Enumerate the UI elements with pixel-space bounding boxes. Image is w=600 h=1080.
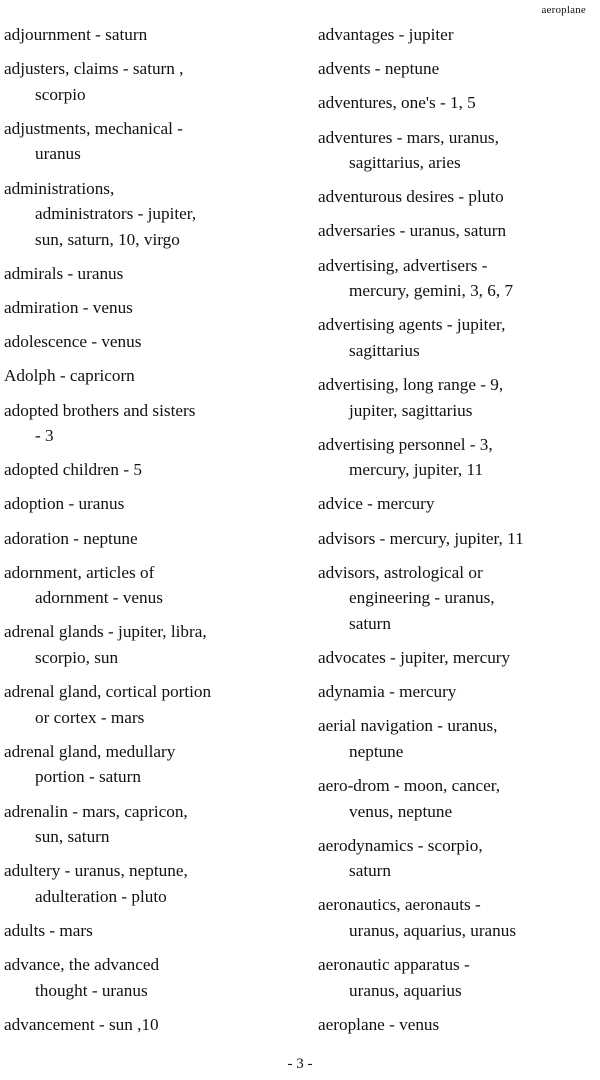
right-column [318, 22, 594, 1046]
entry-continuation-line: uranus, aquarius [349, 980, 462, 1000]
index-entry [4, 329, 296, 355]
entry-term-line: aerial navigation - uranus, [318, 716, 498, 736]
entry-term-line: adultery - uranus, neptune, [4, 861, 188, 881]
entry-term-line: adversaries - uranus, saturn [318, 221, 507, 241]
entry-term-line: Adolph - capricorn [4, 366, 135, 386]
entry-continuation-line: neptune [349, 741, 404, 761]
entry-term-line: adjustments, mechanical - [4, 118, 183, 138]
entry-term-line: adrenal gland, cortical portion [4, 682, 212, 702]
entry-term-line: adynamia - mercury [318, 682, 457, 702]
index-entry [318, 892, 594, 943]
index-entry [4, 560, 296, 611]
index-entry [4, 526, 296, 552]
index-entry [4, 491, 296, 517]
entry-continuation-line: mercury, jupiter, 11 [349, 460, 484, 480]
entry-term-line: advisors, astrological or [318, 562, 483, 582]
index-entry [318, 22, 594, 48]
left-column [4, 22, 296, 1046]
entry-continuation-line: saturn [349, 613, 392, 633]
entry-term-line: advice - mercury [318, 494, 435, 514]
index-entry [4, 295, 296, 321]
entry-continuation-line: thought - uranus [35, 980, 148, 1000]
index-entry [318, 560, 594, 637]
entry-term-line: adrenalin - mars, capricon, [4, 801, 188, 821]
index-entry [4, 858, 296, 909]
entry-term-line: adventures - mars, uranus, [318, 127, 499, 147]
entry-term-line: adornment, articles of [4, 562, 155, 582]
index-entry [318, 184, 594, 210]
index-entry [318, 218, 594, 244]
index-entry [318, 1012, 594, 1038]
index-entry [4, 1012, 296, 1038]
entry-continuation-line: jupiter, sagittarius [349, 400, 473, 420]
entry-continuation-line: or cortex - mars [35, 707, 145, 727]
entry-term-line: aeronautic apparatus - [318, 955, 470, 975]
entry-continuation-line: portion - saturn [35, 767, 141, 787]
entry-term-line: adrenal gland, medullary [4, 741, 176, 761]
index-entry [318, 372, 594, 423]
index-entry [4, 56, 296, 107]
entry-term-line: adopted children - 5 [4, 460, 142, 480]
index-entry [4, 261, 296, 287]
entry-term-line: advertising, long range - 9, [318, 375, 504, 394]
index-entry [318, 253, 594, 304]
index-entry [318, 645, 594, 671]
page-number: - 3 - [287, 1056, 313, 1072]
entry-term-line: aeroplane - venus [318, 1014, 440, 1034]
index-entry [4, 952, 296, 1003]
index-entry [318, 773, 594, 824]
entry-term-line: advertising personnel - 3, [318, 434, 493, 454]
entry-continuation-line: administrators - jupiter, [35, 204, 197, 224]
index-entry [318, 125, 594, 176]
entry-continuation-line: scorpio, sun [35, 647, 119, 667]
entry-term-line: aero-drom - moon, cancer, [318, 776, 501, 795]
index-entry [318, 491, 594, 517]
entry-term-line: advocates - jupiter, mercury [318, 647, 511, 667]
entry-continuation-line: sagittarius, aries [349, 153, 461, 173]
entry-continuation-line: - 3 [35, 426, 54, 445]
entry-term-line: admirals - uranus [4, 263, 124, 283]
entry-term-line: advance, the advanced [4, 955, 160, 975]
running-head: aeroplane [541, 4, 586, 16]
entry-term-line: adventures, one's - 1, 5 [318, 93, 476, 113]
entry-term-line: advantages - jupiter [318, 25, 454, 44]
entry-term-line: advents - neptune [318, 59, 440, 79]
index-entry [318, 952, 594, 1003]
index-entry [318, 90, 594, 116]
entry-term-line: adoption - uranus [4, 494, 125, 514]
index-entry [4, 739, 296, 790]
entry-term-line: adventurous desires - pluto [318, 187, 504, 207]
entry-term-line: advisors - mercury, jupiter, 11 [318, 528, 524, 548]
index-entry [4, 363, 296, 389]
entry-term-line: admiration - venus [4, 297, 133, 317]
index-entry [4, 116, 296, 167]
entry-continuation-line: uranus, aquarius, uranus [349, 920, 517, 940]
index-entry [318, 679, 594, 705]
entry-continuation-line: saturn [349, 861, 392, 881]
index-entry [4, 619, 296, 670]
entry-term-line: advertising agents - jupiter, [318, 315, 506, 335]
entry-term-line: adrenal glands - jupiter, libra, [4, 622, 207, 642]
index-entry [4, 22, 296, 48]
entry-term-line: advertising, advertisers - [318, 255, 488, 275]
entry-term-line: administrations, [4, 178, 115, 198]
entry-continuation-line: venus, neptune [349, 801, 453, 821]
entry-continuation-line: adornment - venus [35, 588, 163, 608]
entry-continuation-line: sun, saturn [35, 827, 110, 846]
entry-term-line: adopted brothers and sisters [4, 400, 196, 420]
entry-continuation-line: engineering - uranus, [349, 588, 495, 608]
entry-continuation-line: scorpio [35, 84, 86, 104]
index-entry [318, 713, 594, 764]
entry-term-line: advancement - sun ,10 [4, 1014, 159, 1034]
entry-continuation-line: sun, saturn, 10, virgo [35, 229, 180, 249]
index-entry [4, 799, 296, 850]
index-entry [4, 457, 296, 483]
index-entry [4, 679, 296, 730]
index-entry [4, 398, 296, 449]
index-entry [318, 312, 594, 363]
index-entry [318, 526, 594, 552]
entry-term-line: adults - mars [4, 920, 93, 940]
entry-term-line: adjournment - saturn [4, 25, 148, 44]
entry-term-line: adjusters, claims - saturn , [4, 59, 184, 79]
entry-term-line: adolescence - venus [4, 332, 142, 352]
index-entry [318, 833, 594, 884]
entry-continuation-line: mercury, gemini, 3, 6, 7 [349, 281, 514, 301]
entry-continuation-line: uranus [35, 144, 81, 164]
entry-continuation-line: sagittarius [349, 340, 420, 360]
entry-term-line: aerodynamics - scorpio, [318, 835, 483, 855]
index-entry [318, 56, 594, 82]
entry-term-line: aeronautics, aeronauts - [318, 895, 481, 915]
index-entry [4, 918, 296, 944]
index-entry [318, 432, 594, 483]
index-entry [4, 176, 296, 253]
entry-continuation-line: adulteration - pluto [35, 886, 167, 906]
entry-term-line: adoration - neptune [4, 528, 138, 548]
